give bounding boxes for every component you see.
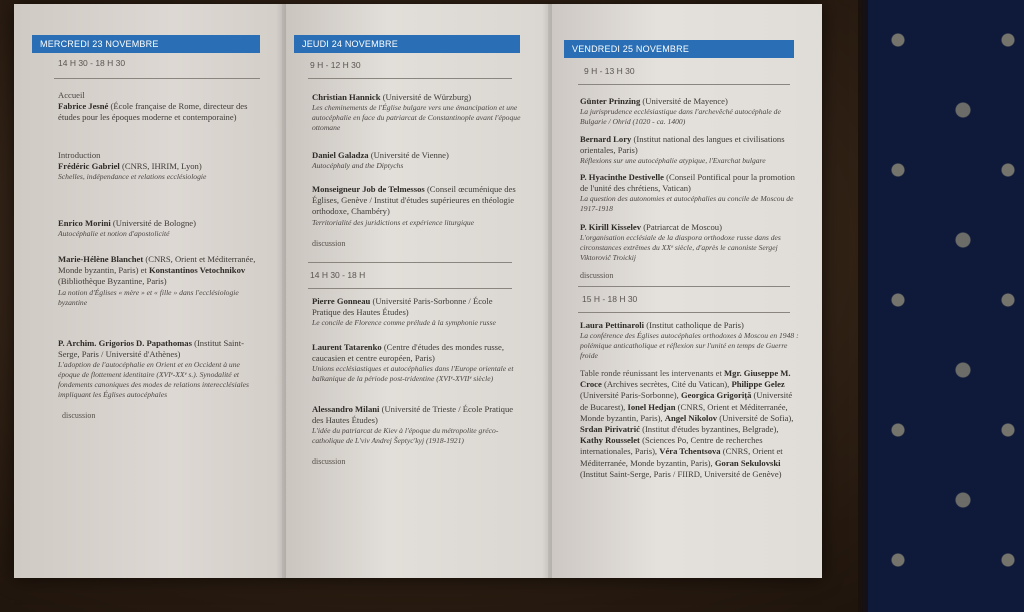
program-item bbox=[580, 172, 802, 214]
talk-title: L'adoption de l'autocéphalie en Orient et en Occident à une époque de flottement identitaire (XVIᵉ-XXᵉ s.). Synodalité et fondements canoniques des modes de relations interecclésiales impliquant les Églises autocéphales bbox=[58, 360, 249, 400]
speaker-affiliation: (Conseil œcuménique des Églises, Genève / Institut d'études supérieures en théologie orthodoxe, Chambéry) bbox=[312, 184, 516, 217]
speaker-affiliation: (École française de Rome, directeur des études pour les époques moderne et contemporaine) bbox=[58, 101, 248, 123]
speaker-name: Bernard Lory bbox=[580, 134, 632, 144]
program-item bbox=[312, 342, 522, 384]
talk-title: L'idée du patriarcat de Kiev à l'époque du métropolite gréco-catholique de L'viv Andrej Šeptyc'kyj (1918-1921) bbox=[312, 426, 499, 446]
speaker-name: Enrico Morini bbox=[58, 218, 111, 228]
speaker-name: P. Hyacinthe Destivelle bbox=[580, 172, 664, 182]
speaker-name: Laura Pettinaroli bbox=[580, 320, 645, 330]
speaker-name: Günter Prinzing bbox=[580, 96, 641, 106]
speaker-name: P. Archim. Grigorios D. Papathomas bbox=[58, 338, 192, 348]
fold-shadow bbox=[276, 4, 286, 578]
program-item bbox=[580, 222, 802, 263]
discussion-label bbox=[312, 456, 345, 467]
day-header: VENDREDI 25 NOVEMBRE bbox=[564, 40, 794, 58]
speaker-name: Fabrice Jesné bbox=[58, 101, 109, 112]
divider bbox=[54, 78, 260, 79]
talk-title: Unions ecclésiastiques et autocéphalies dans l'Europe orientale et balkanique de la période post-tridentine (XVIᵉ-XVIIᵉ siècle) bbox=[312, 364, 514, 384]
talk-title: La question des autonomies et autocéphalies au concile de Moscou de 1917-1918 bbox=[580, 194, 794, 214]
speaker-name: Pierre Gonneau bbox=[312, 296, 371, 306]
speaker-name: Konstantinos Vetochnikov bbox=[148, 265, 246, 276]
discussion-text: discussion bbox=[580, 271, 614, 280]
roundtable bbox=[580, 368, 802, 480]
speaker-affiliation: (Institut national des langues et civilisations orientales, Paris) bbox=[580, 134, 785, 156]
panel-vendredi bbox=[548, 4, 822, 578]
speaker-name: Angel Nikolov bbox=[664, 412, 718, 423]
speaker-affiliation: (CNRS, Orient et Méditerranée, Monde byzantin, Paris), bbox=[580, 401, 788, 423]
talk-title: Les cheminements de l'Église bulgare vers une émancipation et une autocéphalie en face du patriarcat de Constantinople avant l'époque ottomane bbox=[312, 103, 521, 133]
divider bbox=[578, 84, 790, 85]
speaker-affiliation: (Bibliothèque Byzantine, Paris) bbox=[58, 276, 167, 287]
speaker-affiliation: (CNRS, Orient et Méditerranée, Monde byzantin, Paris) et bbox=[58, 254, 256, 276]
talk-title: Schelles, indépendance et relations ecclésiologie bbox=[58, 172, 207, 182]
speaker-affiliation: (Sciences Po, Centre de recherches internationales, Paris), bbox=[580, 435, 763, 457]
discussion-label bbox=[62, 410, 95, 421]
speaker-name: Marie-Hélène Blanchet bbox=[58, 254, 144, 264]
divider bbox=[578, 312, 790, 313]
discussion-text: discussion bbox=[312, 457, 346, 466]
speaker-affiliation: (Université Paris-Sorbonne / École Pratique des Hautes Études) bbox=[312, 296, 493, 318]
session-time: 14 H 30 - 18 H 30 bbox=[58, 58, 126, 68]
speaker-affiliation: (Université de Sofia), bbox=[719, 412, 794, 423]
session-time: 15 H - 18 H 30 bbox=[582, 294, 638, 304]
patterned-fabric bbox=[868, 0, 1024, 612]
speaker-name: Daniel Galadza bbox=[312, 150, 369, 160]
brochure bbox=[14, 4, 822, 578]
speaker-affiliation: (Université de Trieste / École Pratique des Hautes Études) bbox=[312, 404, 514, 426]
program-item bbox=[312, 184, 522, 228]
speaker-name: Mgr. Giuseppe M. Croce bbox=[580, 368, 791, 390]
talk-title: Territorialité des juridictions et expérience liturgique bbox=[312, 217, 475, 227]
speaker-name: Ionel Hedjan bbox=[627, 401, 676, 412]
speaker-name: P. Kirill Kisselev bbox=[580, 222, 642, 232]
talk-title: Autocéphalie et notion d'apostolicité bbox=[58, 229, 170, 239]
speaker-name: Philippe Gelez bbox=[731, 379, 785, 390]
speaker-affiliation: (Université Paris-Sorbonne), bbox=[580, 390, 679, 401]
speaker-name: Srdan Pirivatrić bbox=[580, 424, 640, 435]
program-item bbox=[312, 150, 522, 171]
program-item bbox=[58, 90, 263, 124]
speaker-name: Frédéric Gabriel bbox=[58, 161, 120, 172]
item-label: Introduction bbox=[58, 150, 101, 160]
speaker-affiliation: (Université de Würzburg) bbox=[382, 92, 472, 102]
speaker-affiliation: (Institut Saint-Serge, Paris / FIIRD, Université de Genève) bbox=[580, 468, 782, 479]
panel-jeudi bbox=[282, 4, 548, 578]
speaker-affiliation: (Université de Mayence) bbox=[642, 96, 728, 106]
item-label: Accueil bbox=[58, 90, 85, 100]
program-item bbox=[312, 296, 522, 328]
speaker-affiliation: (Université de Bucarest), bbox=[580, 390, 793, 412]
speaker-affiliation: (Archives secrètes, Cité du Vatican), bbox=[603, 379, 730, 390]
speaker-affiliation: (Institut Saint-Serge, Paris / Université d'Athènes) bbox=[58, 338, 244, 360]
program-item bbox=[58, 338, 263, 400]
speaker-name: Georgica Grigoriță bbox=[680, 390, 752, 401]
program-item bbox=[580, 320, 802, 361]
talk-title: L'organisation ecclésiale de la diaspora orthodoxe russe dans des circonstances extrêmes du XXᵉ siècle, d'après le canoniste Sergej Viktorovič Troickij bbox=[580, 233, 781, 263]
speaker-affiliation: (Centre d'études des mondes russe, caucasien et centre européen, Paris) bbox=[312, 342, 504, 364]
speaker-affiliation: (Université de Vienne) bbox=[370, 150, 449, 160]
panel-mercredi bbox=[14, 4, 282, 578]
speaker-name: Monseigneur Job de Telmessos bbox=[312, 184, 425, 194]
speaker-name: Laurent Tatarenko bbox=[312, 342, 382, 352]
fold-shadow bbox=[542, 4, 552, 578]
roundtable-intro: Table ronde réunissant les intervenants et bbox=[580, 368, 722, 378]
discussion-label bbox=[312, 238, 345, 249]
speaker-affiliation: (Institut d'études byzantines, Belgrade), bbox=[642, 424, 779, 435]
talk-title: La jurisprudence ecclésiastique dans l'archevêché autocéphale de Bulgarie / Ohrid (1020 - ca. 1400) bbox=[580, 107, 781, 127]
speaker-affiliation: (Institut catholique de Paris) bbox=[646, 320, 744, 330]
speaker-name: Véra Tchentsova bbox=[659, 446, 721, 457]
divider bbox=[308, 288, 512, 289]
day-header: MERCREDI 23 NOVEMBRE bbox=[32, 35, 260, 53]
talk-title: Autocéphaly and the Diptychs bbox=[312, 161, 404, 171]
discussion-text: discussion bbox=[312, 239, 346, 248]
program-item bbox=[58, 218, 263, 239]
discussion-text: discussion bbox=[62, 411, 96, 420]
session-time: 14 H 30 - 18 H bbox=[310, 270, 366, 280]
program-item bbox=[58, 254, 263, 308]
session-time: 9 H - 12 H 30 bbox=[310, 60, 361, 70]
talk-title: La notion d'Églises « mère » et « fille » dans l'ecclésiologie byzantine bbox=[58, 287, 239, 307]
divider bbox=[308, 78, 512, 79]
speaker-name: Christian Hannick bbox=[312, 92, 381, 102]
session-time: 9 H - 13 H 30 bbox=[584, 66, 635, 76]
speaker-affiliation: (CNRS, Orient et Méditerranée, Monde byzantin, Paris), bbox=[580, 446, 783, 468]
program-item bbox=[312, 404, 522, 446]
talk-title: Le concile de Florence comme prélude à la symphonie russe bbox=[312, 318, 496, 328]
program-item bbox=[580, 134, 802, 166]
speaker-name: Goran Sekulovski bbox=[714, 457, 781, 468]
talk-title: Réflexions sur une autocéphalie atypique, l'Exarchat bulgare bbox=[580, 156, 766, 166]
divider bbox=[578, 286, 790, 287]
speaker-name: Kathy Rousselet bbox=[580, 435, 640, 446]
program-item bbox=[312, 92, 522, 133]
discussion-label bbox=[580, 270, 613, 281]
talk-title: La conférence des Églises autocéphales orthodoxes à Moscou en 1948 : polémique anticatholique et réflexion sur l'unité en temps de Guerre froide bbox=[580, 331, 799, 361]
program-item bbox=[580, 96, 802, 127]
speaker-affiliation: (Patriarcat de Moscou) bbox=[643, 222, 722, 232]
speaker-name: Alessandro Milani bbox=[312, 404, 380, 414]
speaker-affiliation: (Université de Bologne) bbox=[112, 218, 196, 228]
speaker-affiliation: (Conseil Pontifical pour la promotion de l'unité des chrétiens, Vatican) bbox=[580, 172, 795, 194]
day-header: JEUDI 24 NOVEMBRE bbox=[294, 35, 520, 53]
program-item bbox=[58, 150, 263, 182]
speaker-affiliation: (CNRS, IHRIM, Lyon) bbox=[121, 161, 202, 172]
divider bbox=[308, 262, 512, 263]
